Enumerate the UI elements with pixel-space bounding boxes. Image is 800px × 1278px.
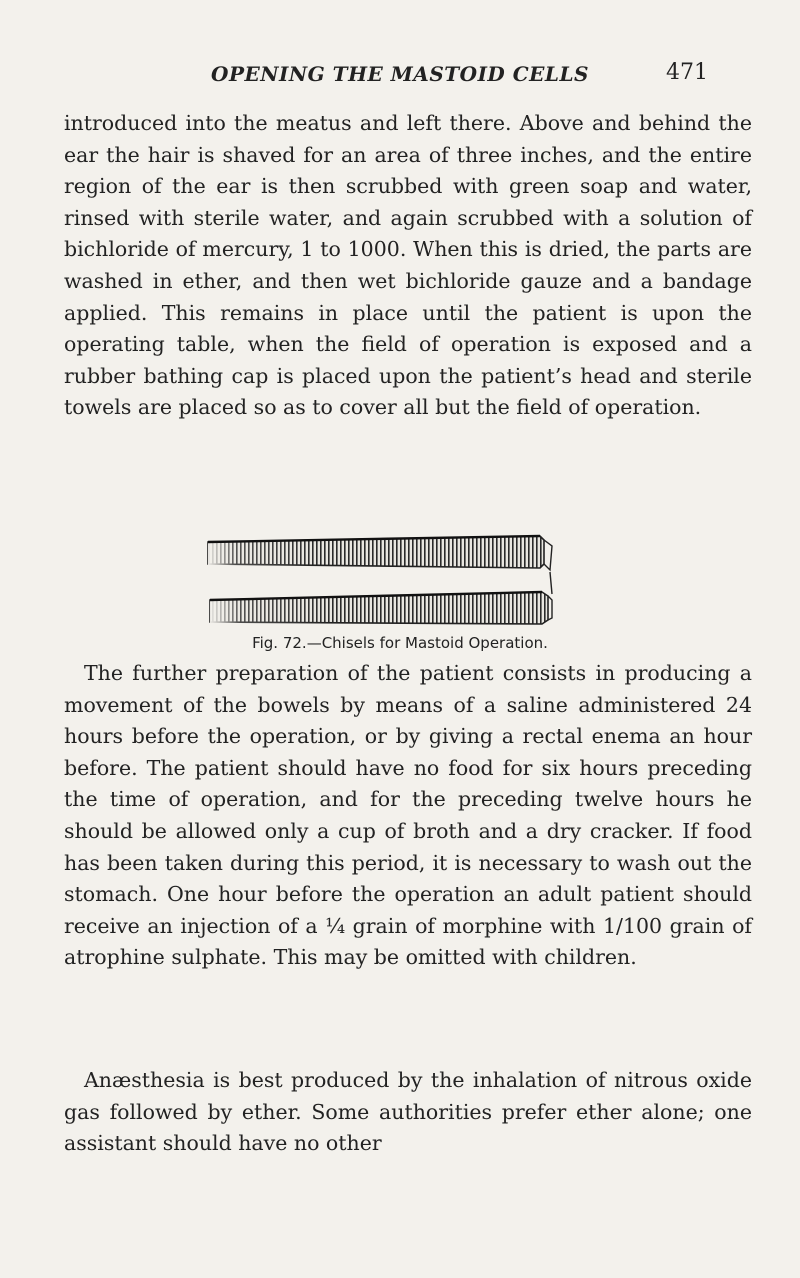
paragraph-1: introduced into the meatus and left there. Above and behind the ear the hair is shaved for an area of three inches, and the entire region of the ear is then scrubbed with green soap and water, rinsed with sterile water, and again scrubbed with a solution of bichloride of mercury, 1 to 1000. When this is dried, the parts are washed in ether, and then wet bichloride gauze and a bandage applied. This remains in place until the patient is upon the operating table, when the field of operation is exposed and a rubber bathing cap is placed upon the patient’s head and sterile towels are placed so as to cover all but the field of operation. bbox=[64, 111, 752, 420]
page-number: 471 bbox=[666, 60, 708, 85]
figure-caption: Fig. 72.—Chisels for Mastoid Operation. bbox=[252, 634, 548, 652]
upper-chisel bbox=[208, 536, 552, 570]
paragraph-3: Anæsthesia is best produced by the inhalation of nitrous oxide gas followed by ether. Some authorities prefer ether alone; one assistant should have no other bbox=[64, 1068, 752, 1156]
chisels-illustration bbox=[200, 528, 560, 628]
running-head bbox=[0, 58, 800, 90]
chisels-drawing bbox=[200, 528, 560, 628]
lower-chisel bbox=[210, 572, 552, 624]
paragraph-2: The further preparation of the patient consists in producing a movement of the bowels by means of a saline administered 24 hours before the operation, or by giving a rectal enema an hour before. The patient should have no food for six hours preceding the time of operation, and for the preceding twelve hours he should be allowed only a cup of broth and a dry cracker. If food has been taken during this period, it is necessary to wash out the stomach. One hour before the operation an adult patient should receive an injection of a ¼ grain of morphine with 1/100 grain of atrophine sulphate. This may be omitted with children. bbox=[64, 661, 752, 970]
running-title: OPENING THE MASTOID CELLS bbox=[211, 62, 589, 86]
